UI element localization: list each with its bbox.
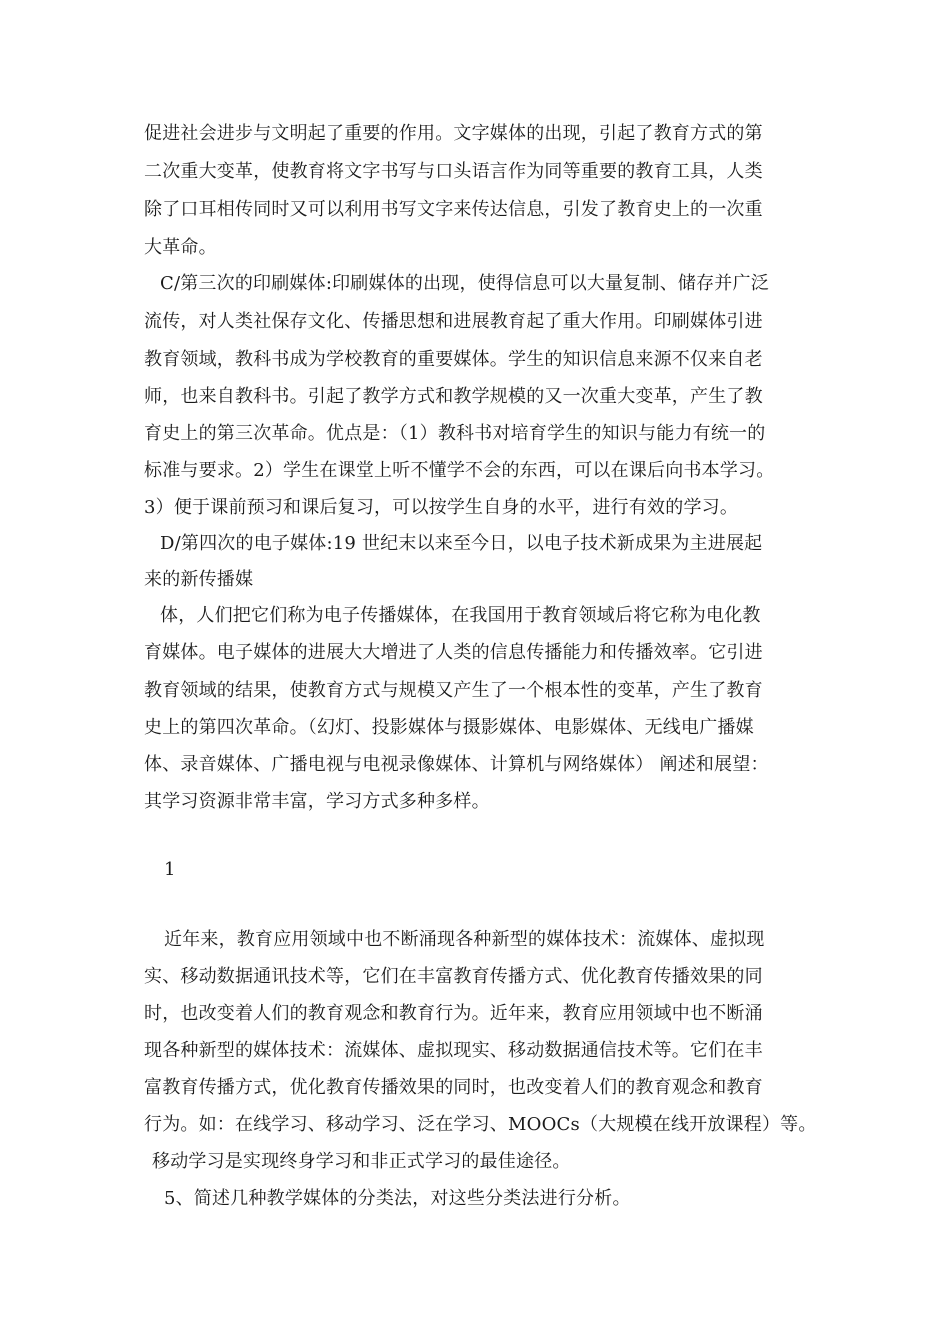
paragraph-line: 现各种新型的媒体技术：流媒体、虚拟现实、移动数据通信技术等。它们在丰 (144, 1040, 763, 1061)
paragraph-line: 3）便于课前预习和课后复习，可以按学生自身的水平，进行有效的学习。 (144, 497, 739, 518)
paragraph-line: 育史上的第三次革命。优点是：（1）教科书对培育学生的知识与能力有统一的 (144, 423, 766, 444)
paragraph-line: 体，人们把它们称为电子传播媒体，在我国用于教育领域后将它称为电化教 (160, 605, 761, 626)
paragraph-line: 师，也来自教科书。引起了教学方式和教学规模的又一次重大变革，产生了教 (144, 386, 763, 407)
paragraph-line: 标准与要求。2）学生在课堂上听不懂学不会的东西，可以在课后向书本学习。 (144, 460, 775, 481)
paragraph-line: 富教育传播方式，优化教育传播效果的同时，也改变着人们的教育观念和教育 (144, 1077, 763, 1098)
paragraph-line: 二次重大变革，使教育将文字书写与口头语言作为同等重要的教育工具，人类 (144, 161, 763, 182)
question-line: 5、简述几种教学媒体的分类法，对这些分类法进行分析。 (164, 1188, 631, 1209)
paragraph-line: 除了口耳相传同时又可以利用书写文字来传达信息，引发了教育史上的一次重 (144, 199, 763, 220)
paragraph-line: D/第四次的电子媒体:19 世纪末以来至今日，以电子技术新成果为主进展起 (160, 533, 763, 554)
paragraph-line: 史上的第四次革命。（幻灯、投影媒体与摄影媒体、电影媒体、无线电广播媒 (144, 717, 754, 738)
paragraph-line: 体、录音媒体、广播电视与电视录像媒体、计算机与网络媒体） 阐述和展望： (144, 754, 769, 775)
paragraph-line: 教育领域的结果，使教育方式与规模又产生了一个根本性的变革，产生了教育 (144, 680, 763, 701)
paragraph-line: 移动学习是实现终身学习和非正式学习的最佳途径。 (152, 1151, 571, 1172)
paragraph-line: 行为。如：在线学习、移动学习、泛在学习、MOOCs（大规模在线开放课程）等。 (144, 1114, 817, 1135)
paragraph-line: 实、移动数据通讯技术等，它们在丰富教育传播方式、优化教育传播效果的同 (144, 966, 763, 987)
paragraph-line: 来的新传播媒 (144, 569, 254, 590)
paragraph-line: C/第三次的印刷媒体:印刷媒体的出现，使得信息可以大量复制、储存并广泛 (160, 273, 769, 294)
paragraph-line: 其学习资源非常丰富，学习方式多种多样。 (144, 791, 490, 812)
paragraph-line: 大革命。 (144, 237, 217, 258)
paragraph-line: 流传，对人类社保存文化、传播思想和进展教育起了重大作用。印刷媒体引进 (144, 311, 763, 332)
page-number: 1 (164, 859, 176, 880)
paragraph-line: 教育领域，教科书成为学校教育的重要媒体。学生的知识信息来源不仅来自老 (144, 349, 763, 370)
paragraph-line: 近年来，教育应用领域中也不断涌现各种新型的媒体技术：流媒体、虚拟现 (164, 929, 765, 950)
paragraph-line: 时，也改变着人们的教育观念和教育行为。近年来，教育应用领域中也不断涌 (144, 1003, 763, 1024)
paragraph-line: 促进社会进步与文明起了重要的作用。文字媒体的出现，引起了教育方式的第 (144, 123, 763, 144)
paragraph-line: 育媒体。电子媒体的进展大大增进了人类的信息传播能力和传播效率。它引进 (144, 642, 763, 663)
